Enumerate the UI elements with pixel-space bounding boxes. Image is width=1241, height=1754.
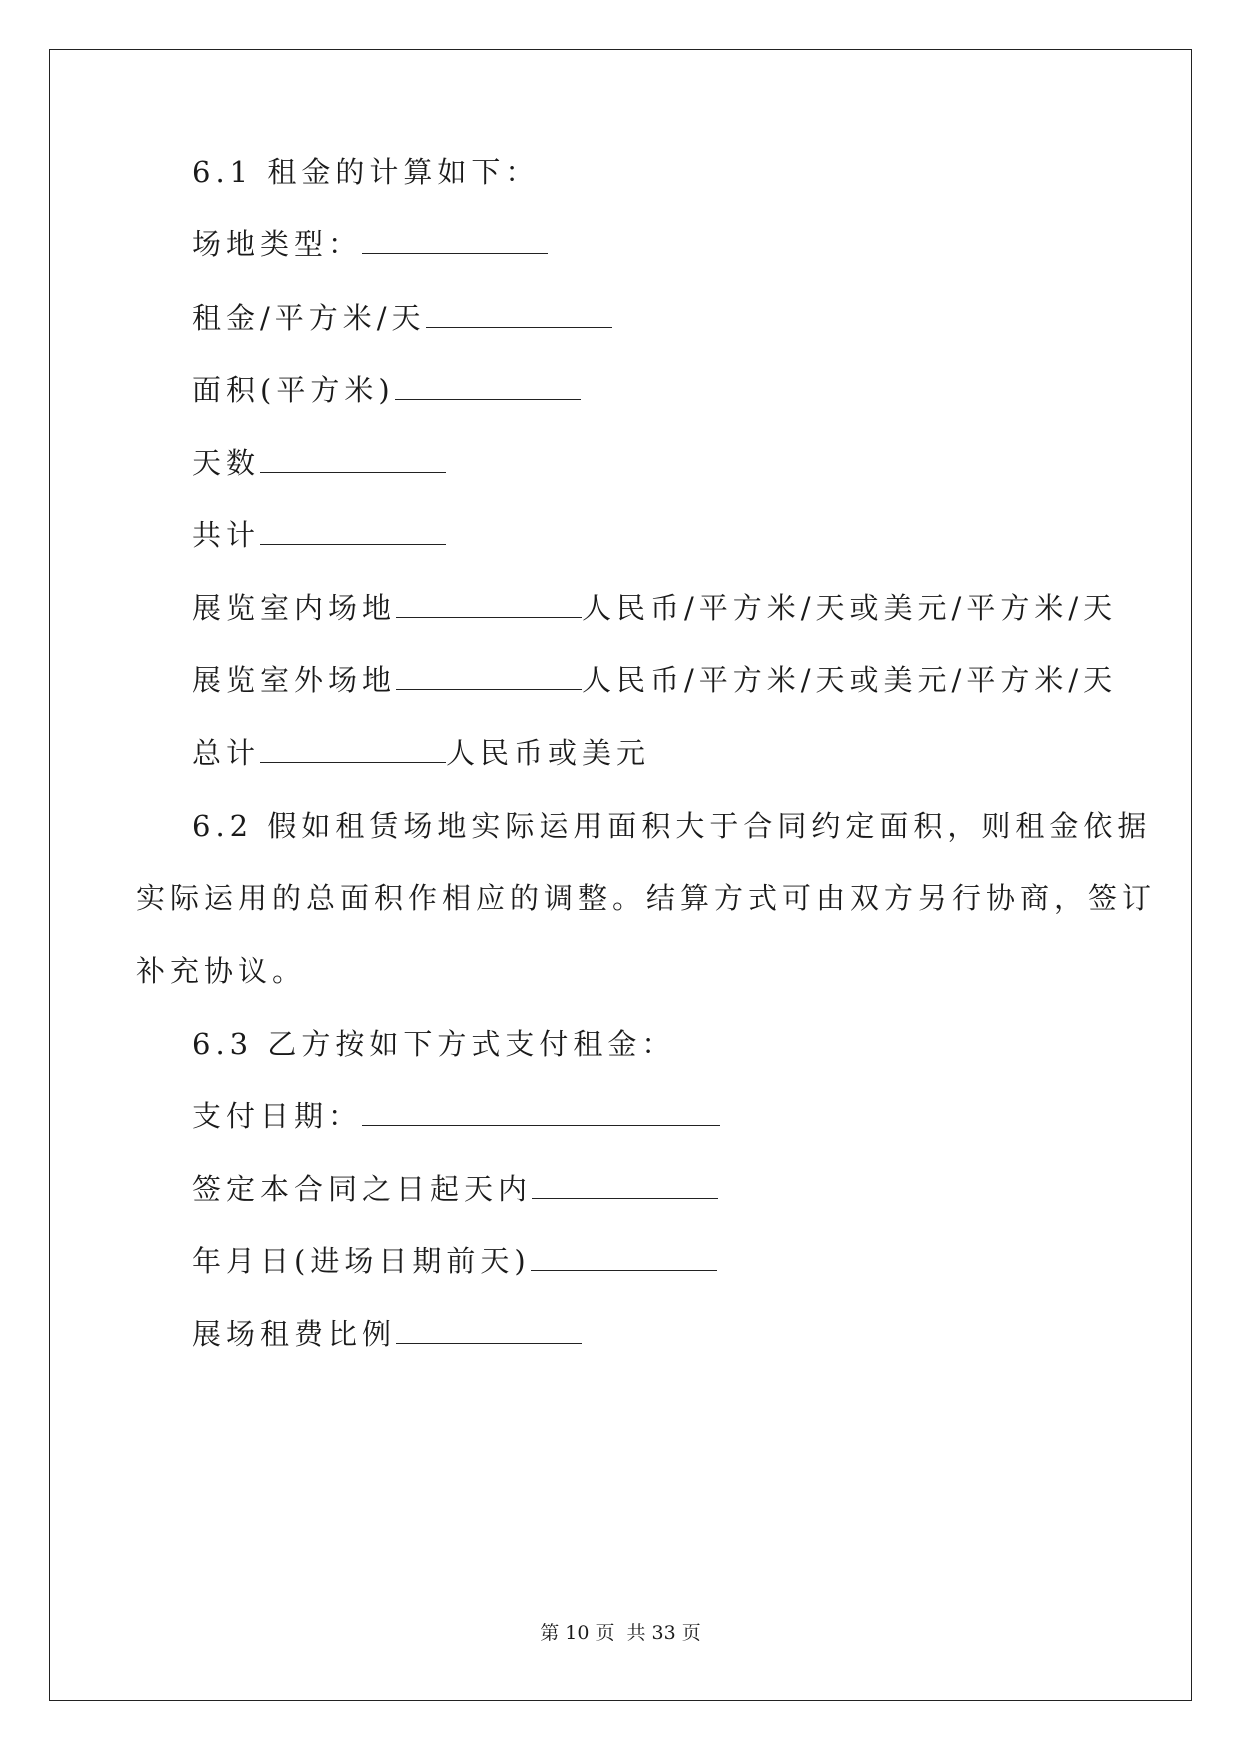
venue-type-label: 场地类型： [192,227,363,261]
area-blank [395,377,581,400]
section-6-1-heading: 6.1 租金的计算如下： [192,155,540,189]
days-blank [260,450,446,473]
rent-rate-label: 租金/平方米/天 [192,301,426,335]
indoor-unit: 人民币/平方米/天或美元/平方米/天 [582,591,1118,625]
section-6-2-line-3: 补充协议。 [136,954,307,988]
before-entry-label: 年月日(进场日期前天) [192,1244,531,1278]
within-days-row [192,1172,718,1206]
before-entry-row [192,1244,717,1278]
section-6-3-heading: 6.3 乙方按如下方式支付租金： [192,1027,676,1061]
outdoor-blank [396,667,582,690]
fee-ratio-label: 展场租费比例 [192,1317,397,1351]
venue-type-row [192,227,548,261]
indoor-label: 展览室内场地 [192,591,397,625]
total-blank [260,522,446,545]
grand-total-row [192,736,651,770]
total-row [192,518,446,552]
grand-total-label: 总计 [192,736,261,770]
indoor-row [192,591,1118,625]
fee-ratio-blank [396,1321,582,1344]
outdoor-unit: 人民币/平方米/天或美元/平方米/天 [582,663,1118,697]
page-total: 共 33 页 [626,1622,701,1644]
days-row [192,446,446,480]
venue-type-blank [362,231,548,254]
page-border [49,49,1192,1701]
fee-ratio-row [192,1317,582,1351]
rent-rate-blank [426,305,612,328]
rent-rate-row [192,301,612,335]
days-label: 天数 [192,446,261,480]
page-footer [0,1618,1241,1645]
outdoor-row [192,663,1118,697]
grand-total-unit: 人民币或美元 [446,736,651,770]
pay-date-row [192,1099,720,1133]
pay-date-label: 支付日期： [192,1099,363,1133]
area-row [192,373,581,407]
page-current: 第 10 页 [540,1622,615,1644]
outdoor-label: 展览室外场地 [192,663,397,697]
section-6-2-line-1: 6.2 假如租赁场地实际运用面积大于合同约定面积，则租金依据 [192,809,1152,843]
section-6-2-line-2: 实际运用的总面积作相应的调整。结算方式可由双方另行协商，签订 [136,881,1157,915]
area-label: 面积(平方米) [192,373,395,407]
grand-total-blank [260,740,446,763]
indoor-blank [396,595,582,618]
within-days-label: 签定本合同之日起天内 [192,1172,533,1206]
within-days-blank [532,1176,718,1199]
pay-date-blank [362,1103,720,1126]
total-label: 共计 [192,518,261,552]
before-entry-blank [531,1248,717,1271]
